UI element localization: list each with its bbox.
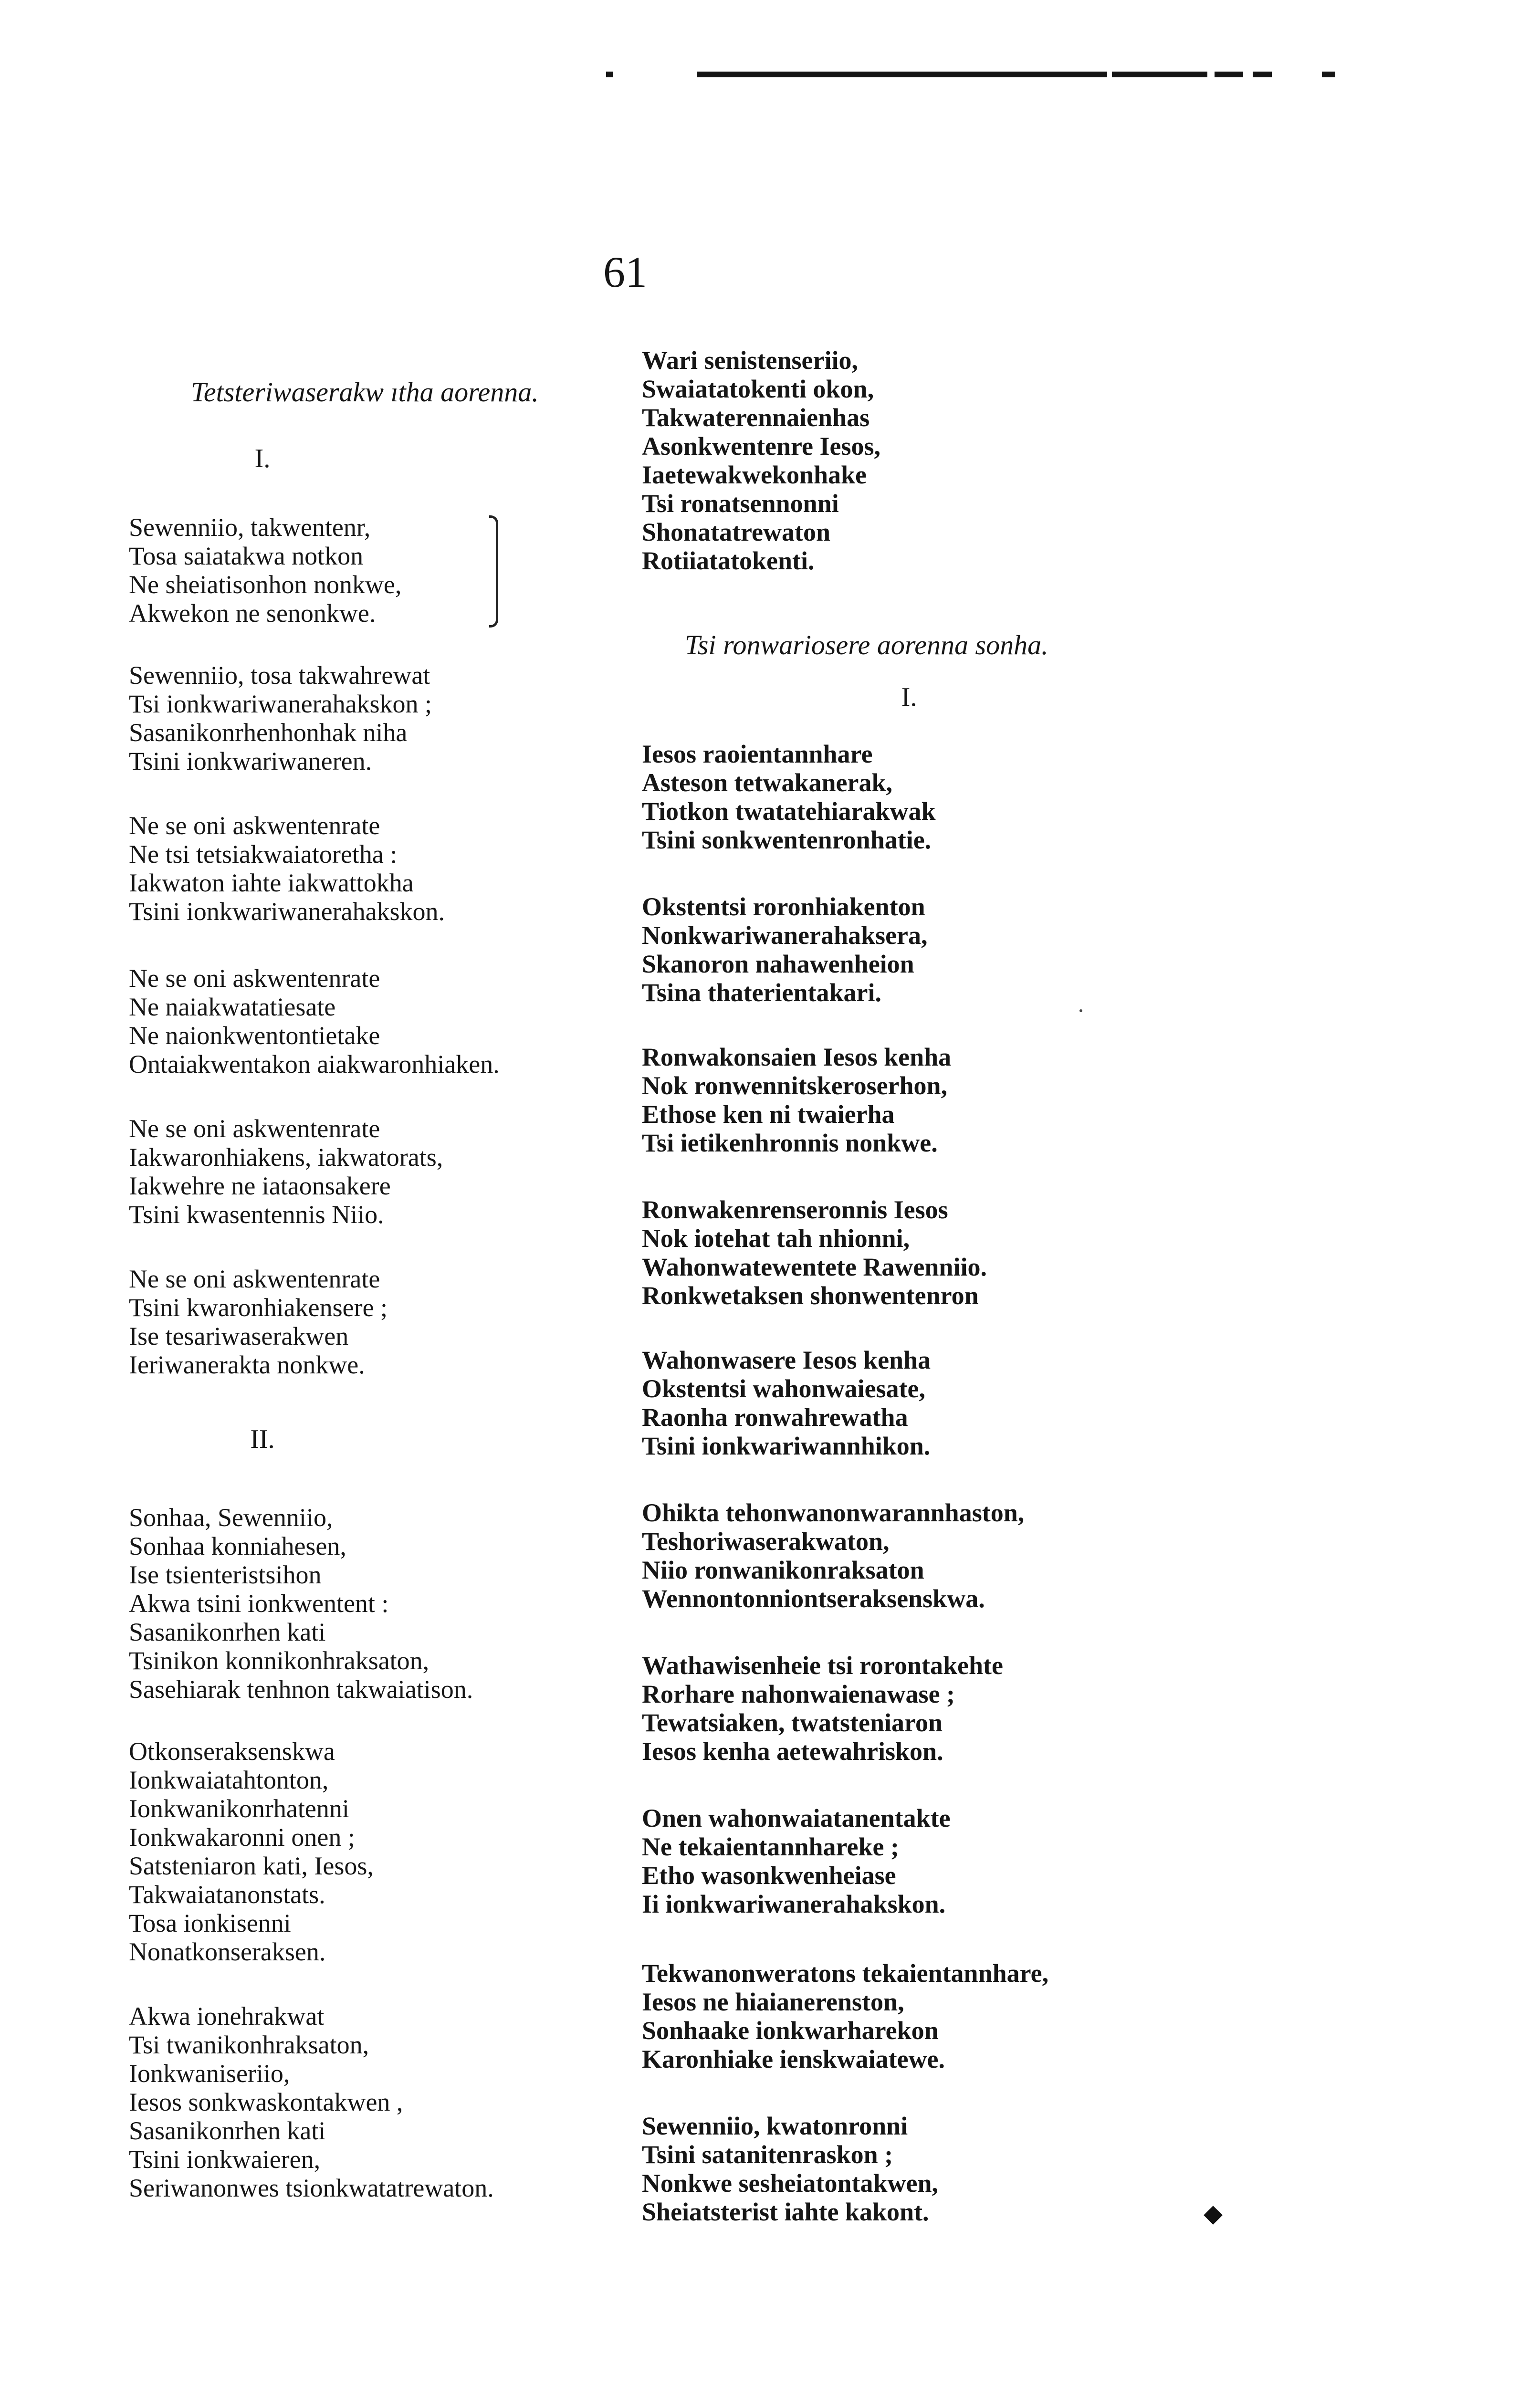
verse-line: Iakwehre ne iataonsakere [129, 1172, 391, 1200]
verse-line: Tekwanonweratons tekaientannhare, [642, 1959, 1049, 1988]
verse-line: Tsi twanikonhraksaton, [129, 2030, 369, 2059]
verse-line: Tsina thaterientakari. [642, 978, 882, 1007]
verse-line: Tsini ionkwariwannhikon. [642, 1432, 931, 1460]
section-numeral: I. [901, 682, 917, 712]
verse-line: Tosa ionkisenni [129, 1909, 291, 1937]
verse-line: Akwa ionehrakwat [129, 2002, 325, 2030]
verse-line: Ne se oni askwentenrate [129, 811, 380, 840]
verse-line: Seriwanonwes tsionkwatatrewaton. [129, 2174, 494, 2202]
section-numeral: I. [254, 444, 271, 473]
verse-line: Ne se oni askwentenrate [129, 964, 380, 993]
verse-line: Sasehiarak tenhnon takwaiatison. [129, 1675, 473, 1704]
verse-line: Ronwakenrenseronnis Iesos [642, 1195, 948, 1224]
verse-line: Wahonwatewentete Rawenniio. [642, 1253, 987, 1281]
verse-line: Okstentsi roronhiakenton [642, 892, 925, 921]
verse-line: Nok iotehat tah nhionni, [642, 1224, 910, 1253]
stanza [642, 2112, 938, 2226]
verse-line: Sonhaa, Sewenniio, [129, 1503, 333, 1532]
stanza [642, 1498, 1024, 1613]
verse-line: Sonhaake ionkwarharekon [642, 2016, 939, 2045]
verse-line: Iakwaronhiakens, iakwatorats, [129, 1143, 443, 1172]
verse-line: Ne naiakwatatiesate [129, 993, 336, 1021]
verse-line: Raonha ronwahrewatha [642, 1403, 908, 1432]
stanza [129, 1114, 443, 1229]
stanza [129, 811, 445, 926]
verse-line: Tsi ronatsennonni [642, 489, 839, 518]
verse-line: Tiotkon twatatehiarakwak [642, 797, 936, 826]
verse-line: Akwekon ne senonkwe. [129, 599, 376, 628]
verse-line: Sasanikonrhen kati [129, 2116, 326, 2145]
verse-line: Akwa tsini ionkwentent : [129, 1589, 389, 1618]
verse-line: Onen wahonwaiatanentakte [642, 1804, 951, 1832]
verse-line: Karonhiake ienskwaiatewe. [642, 2045, 945, 2073]
verse-line: Asonkwentenre Iesos, [642, 432, 881, 460]
verse-line: Tsini ionkwariwanerahakskon. [129, 897, 445, 926]
stanza [129, 513, 401, 628]
verse-line: Iaetewakwekonhake [642, 460, 867, 489]
verse-line: Ne se oni askwentenrate [129, 1265, 380, 1293]
verse-line: Ronwakonsaien Iesos kenha [642, 1043, 952, 1071]
verse-line: Tsini ionkwariwaneren. [129, 747, 372, 775]
verse-line: Rorhare nahonwaienawase ; [642, 1680, 955, 1708]
verse-line: Ise tesariwaserakwen [129, 1322, 349, 1350]
top-rule-segment [1253, 72, 1272, 77]
stanza [642, 740, 936, 854]
verse-line: Ionkwakaronni onen ; [129, 1823, 355, 1852]
verse-line: Wahonwasere Iesos kenha [642, 1346, 931, 1374]
stanza [642, 1804, 951, 1918]
stanza [642, 1651, 1003, 1766]
verse-line: Ionkwanikonrhatenni [129, 1794, 349, 1823]
verse-line: Ne sheiatisonhon nonkwe, [129, 570, 402, 599]
verse-line: Ise tsienteristsihon [129, 1560, 322, 1589]
verse-line: Skanoron nahawenheion [642, 950, 914, 978]
section-numeral: II. [250, 1424, 275, 1454]
verse-line: Swaiatatokenti okon, [642, 375, 874, 403]
verse-line: Ohikta tehonwanonwarannhaston, [642, 1498, 1025, 1527]
verse-line: Sewenniio, tosa takwahrewat [129, 661, 430, 690]
verse-line: Ne se oni askwentenrate [129, 1114, 380, 1143]
hymn-title: Tsi ronwariosere aorenna sonha. [685, 629, 1048, 660]
verse-line: Satsteniaron kati, Iesos, [129, 1852, 374, 1880]
top-rule-segment [1215, 72, 1243, 77]
stanza-bracket [489, 515, 498, 628]
stanza [642, 1043, 951, 1157]
stanza [642, 892, 928, 1007]
top-rule-segment [697, 72, 1107, 77]
verse-line: Rotiiatatokenti. [642, 546, 815, 575]
verse-line: Asteson tetwakanerak, [642, 768, 892, 797]
verse-line: Ionkwaiatahtonton, [129, 1766, 329, 1794]
verse-line: Sasanikonrhen kati [129, 1618, 326, 1646]
verse-line: Tsini kwasentennis Niio. [129, 1200, 384, 1229]
verse-line: Ontaiakwentakon aiakwaronhiaken. [129, 1050, 500, 1078]
verse-line: Tsi ionkwariwanerahakskon ; [129, 690, 432, 718]
verse-line: Nonkwe sesheiatontakwen, [642, 2169, 939, 2198]
verse-line: Otkonseraksenskwa [129, 1737, 335, 1766]
verse-line: Wennontonniontseraksenskwa. [642, 1584, 985, 1613]
verse-line: Ethose ken ni twaierha [642, 1100, 895, 1129]
verse-line: Nonatkonseraksen. [129, 1937, 326, 1966]
verse-line: Tsini sonkwentenronhatie. [642, 826, 932, 854]
top-rule-segment [1322, 72, 1335, 77]
verse-line: Takwaiatanonstats. [129, 1880, 325, 1909]
scan-speck [1079, 1009, 1082, 1012]
stanza-continuation [642, 346, 880, 575]
verse-line: Iesos kenha aetewahriskon. [642, 1737, 943, 1766]
verse-line: Ronkwetaksen shonwentenron [642, 1281, 979, 1310]
verse-line: Tewatsiaken, twatsteniaron [642, 1708, 943, 1737]
top-rule-segment [1112, 72, 1207, 77]
stanza [129, 964, 500, 1078]
verse-line: Okstentsi wahonwaiesate, [642, 1374, 926, 1403]
verse-line: Ne tekaientannhareke ; [642, 1832, 899, 1861]
verse-line: Takwaterennaienhas [642, 403, 870, 432]
verse-line: Tosa saiatakwa notkon [129, 542, 364, 570]
page-number: 61 [603, 248, 647, 296]
stanza [129, 2002, 494, 2202]
verse-line: Ne tsi tetsiakwaiatoretha : [129, 840, 398, 869]
verse-line: Tsini ionkwaieren, [129, 2145, 321, 2174]
verse-line: Nok ronwennitskeroserhon, [642, 1071, 948, 1100]
verse-line: Sasanikonrhenhonhak niha [129, 718, 408, 747]
verse-line: Wari senistenseriio, [642, 346, 858, 375]
verse-line: Ieriwanerakta nonkwe. [129, 1350, 365, 1379]
stanza [642, 1959, 1048, 2073]
stanza [129, 1737, 374, 1966]
verse-line: Tsini satanitenraskon ; [642, 2140, 893, 2169]
verse-line: Tsi ietikenhronnis nonkwe. [642, 1129, 938, 1157]
verse-line: Tsinikon konnikonhraksaton, [129, 1646, 430, 1675]
stanza [129, 1503, 473, 1704]
verse-line: Ii ionkwariwanerahakskon. [642, 1890, 946, 1918]
stanza [642, 1195, 987, 1310]
verse-line: Sheiatsterist iahte kakont. [642, 2198, 929, 2226]
verse-line: Ionkwaniseriio, [129, 2059, 290, 2088]
verse-line: Shonatatrewaton [642, 518, 831, 546]
verse-line: Iesos raoientannhare [642, 740, 873, 768]
verse-line: Iakwaton iahte iakwattokha [129, 869, 414, 897]
ornament-diamond-icon [1204, 2206, 1223, 2225]
verse-line: Etho wasonkwenheiase [642, 1861, 896, 1890]
hymn-title: Tetsteriwaserakw ıtha aorenna. [191, 377, 539, 408]
verse-line: Sewenniio, takwentenr, [129, 513, 371, 542]
stanza [642, 1346, 931, 1460]
verse-line: Iesos sonkwaskontakwen , [129, 2088, 403, 2116]
verse-line: Sonhaa konniahesen, [129, 1532, 346, 1560]
verse-line: Ne naionkwentontietake [129, 1021, 380, 1050]
top-rule-segment [606, 72, 613, 77]
verse-line: Teshoriwaserakwaton, [642, 1527, 890, 1556]
verse-line: Sewenniio, kwatonronni [642, 2112, 908, 2140]
verse-line: Niio ronwanikonraksaton [642, 1556, 924, 1584]
verse-line: Tsini kwaronhiakensere ; [129, 1293, 388, 1322]
verse-line: Nonkwariwanerahaksera, [642, 921, 928, 950]
stanza [129, 1265, 388, 1379]
verse-line: Iesos ne hiaianerenston, [642, 1988, 904, 2016]
stanza [129, 661, 432, 775]
verse-line: Wathawisenheie tsi rorontakehte [642, 1651, 1004, 1680]
